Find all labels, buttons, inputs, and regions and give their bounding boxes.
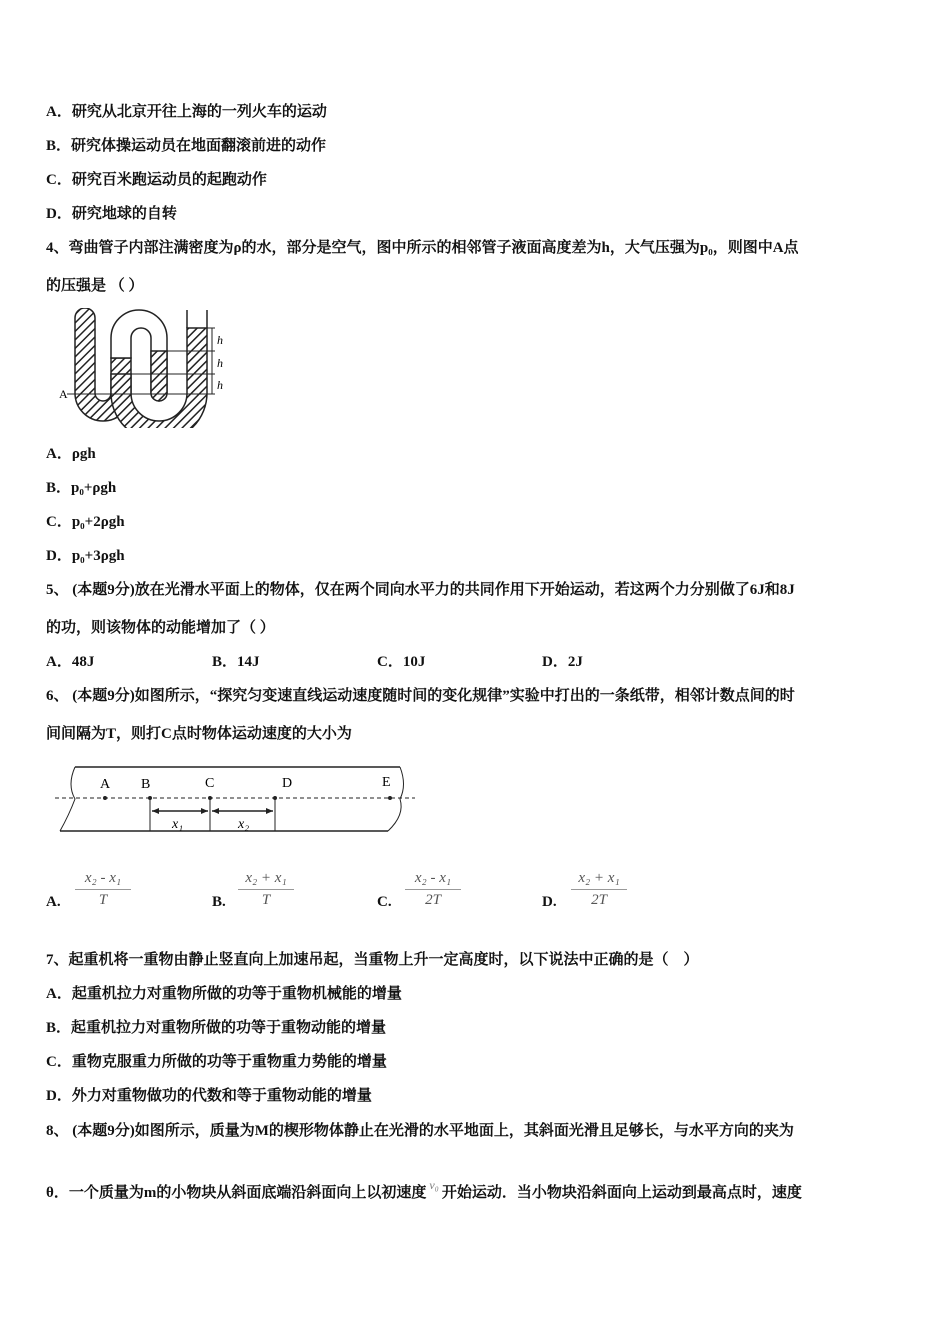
q8-text-part2: 开始运动．当小物块沿斜面向上运动到最高点时，速度 — [441, 1185, 802, 1201]
q5-option-a: A．48J — [46, 654, 95, 670]
denominator: 2T — [591, 892, 607, 908]
q6-option-b-letter: B. — [212, 894, 226, 910]
numerator: x₂ - x₁ — [405, 870, 461, 890]
q4-option-a: A．ρgh — [46, 446, 96, 462]
q3-option-b: B．研究体操运动员在地面翻滚前进的动作 — [46, 138, 327, 154]
q5-option-d: D．2J — [542, 654, 583, 670]
point-d-label: D — [282, 776, 293, 791]
q6-option-b-fraction — [238, 870, 294, 909]
q5-stem-line2: 的功，则该物体的动能增加了（ ） — [46, 620, 275, 636]
v0-symbol: v₀ — [429, 1178, 439, 1192]
q5-option-c: C．10J — [377, 654, 426, 670]
u-tube-figure — [55, 308, 225, 428]
denominator: T — [98, 892, 108, 908]
denominator: 2T — [425, 892, 441, 908]
q4-option-d: D．p₀+3ρgh — [46, 548, 125, 564]
q7-option-d: D．外力对重物做功的代数和等于重物动能的增量 — [46, 1088, 372, 1104]
q6-option-a-letter: A. — [46, 894, 61, 910]
h-label: h — [217, 356, 223, 370]
point-e-label: E — [382, 775, 391, 790]
q3-option-c: C．研究百米跑运动员的起跑动作 — [46, 172, 267, 188]
q6-stem-line2: 间间隔为T，则打C点时物体运动速度的大小为 — [46, 726, 352, 742]
q4-stem-line2: 的压强是 （ ） — [46, 278, 144, 294]
q3-option-a: A．研究从北京开往上海的一列火车的运动 — [46, 104, 327, 120]
q7-option-b: B．起重机拉力对重物所做的功等于重物动能的增量 — [46, 1020, 387, 1036]
numerator: x₂ + x₁ — [571, 870, 627, 890]
point-a-label: A — [59, 387, 68, 401]
q8-text-part1: θ．一个质量为m的小物块从斜面底端沿斜面向上以初速度 — [46, 1185, 427, 1201]
point-c-label: C — [205, 776, 215, 791]
q8-stem-line2 — [46, 1178, 802, 1203]
h-label: h — [217, 378, 223, 392]
q6-option-a-fraction — [75, 870, 131, 909]
q6-option-d-letter: D. — [542, 894, 557, 910]
q6-option-c-fraction — [405, 870, 461, 909]
q5-stem-line1: 5、 (本题9分)放在光滑水平面上的物体，仅在两个同向水平力的共同作用下开始运动，若这两个力分别做了6J和8J — [46, 582, 795, 598]
q4-option-c: C．p₀+2ρgh — [46, 514, 125, 530]
numerator: x₂ + x₁ — [238, 870, 294, 890]
q3-option-d: D．研究地球的自转 — [46, 206, 177, 222]
point-a-label: A — [100, 777, 111, 792]
h-label: h — [217, 333, 223, 347]
q6-option-c-letter: C. — [377, 894, 392, 910]
q8-stem-line1: 8、 (本题9分)如图所示，质量为M的楔形物体静止在光滑的水平地面上，其斜面光滑且足够长，与水平方向的夹为 — [46, 1123, 794, 1139]
x2-label: x₂ — [238, 817, 250, 832]
q7-option-c: C．重物克服重力所做的功等于重物重力势能的增量 — [46, 1054, 387, 1070]
q6-option-d-fraction — [571, 870, 627, 909]
q7-option-a: A．起重机拉力对重物所做的功等于重物机械能的增量 — [46, 986, 402, 1002]
q5-option-b: B．14J — [212, 654, 260, 670]
point-b-label: B — [141, 777, 151, 792]
paper-tape-figure — [55, 765, 420, 835]
q6-stem-line1: 6、 (本题9分)如图所示，“探究匀变速直线运动速度随时间的变化规律”实验中打出的一条纸带，相邻计数点间的时 — [46, 688, 795, 704]
q4-option-b: B．p₀+ρgh — [46, 480, 117, 496]
q4-stem-line1: 4、弯曲管子内部注满密度为ρ的水，部分是空气，图中所示的相邻管子液面高度差为h，大气压强为p₀，则图中A点 — [46, 240, 799, 256]
denominator: T — [261, 892, 271, 908]
x1-label: x₁ — [172, 817, 184, 832]
q7-stem: 7、起重机将一重物由静止竖直向上加速吊起，当重物上升一定高度时，以下说法中正确的是（ ） — [46, 952, 699, 968]
numerator: x₂ - x₁ — [75, 870, 131, 890]
